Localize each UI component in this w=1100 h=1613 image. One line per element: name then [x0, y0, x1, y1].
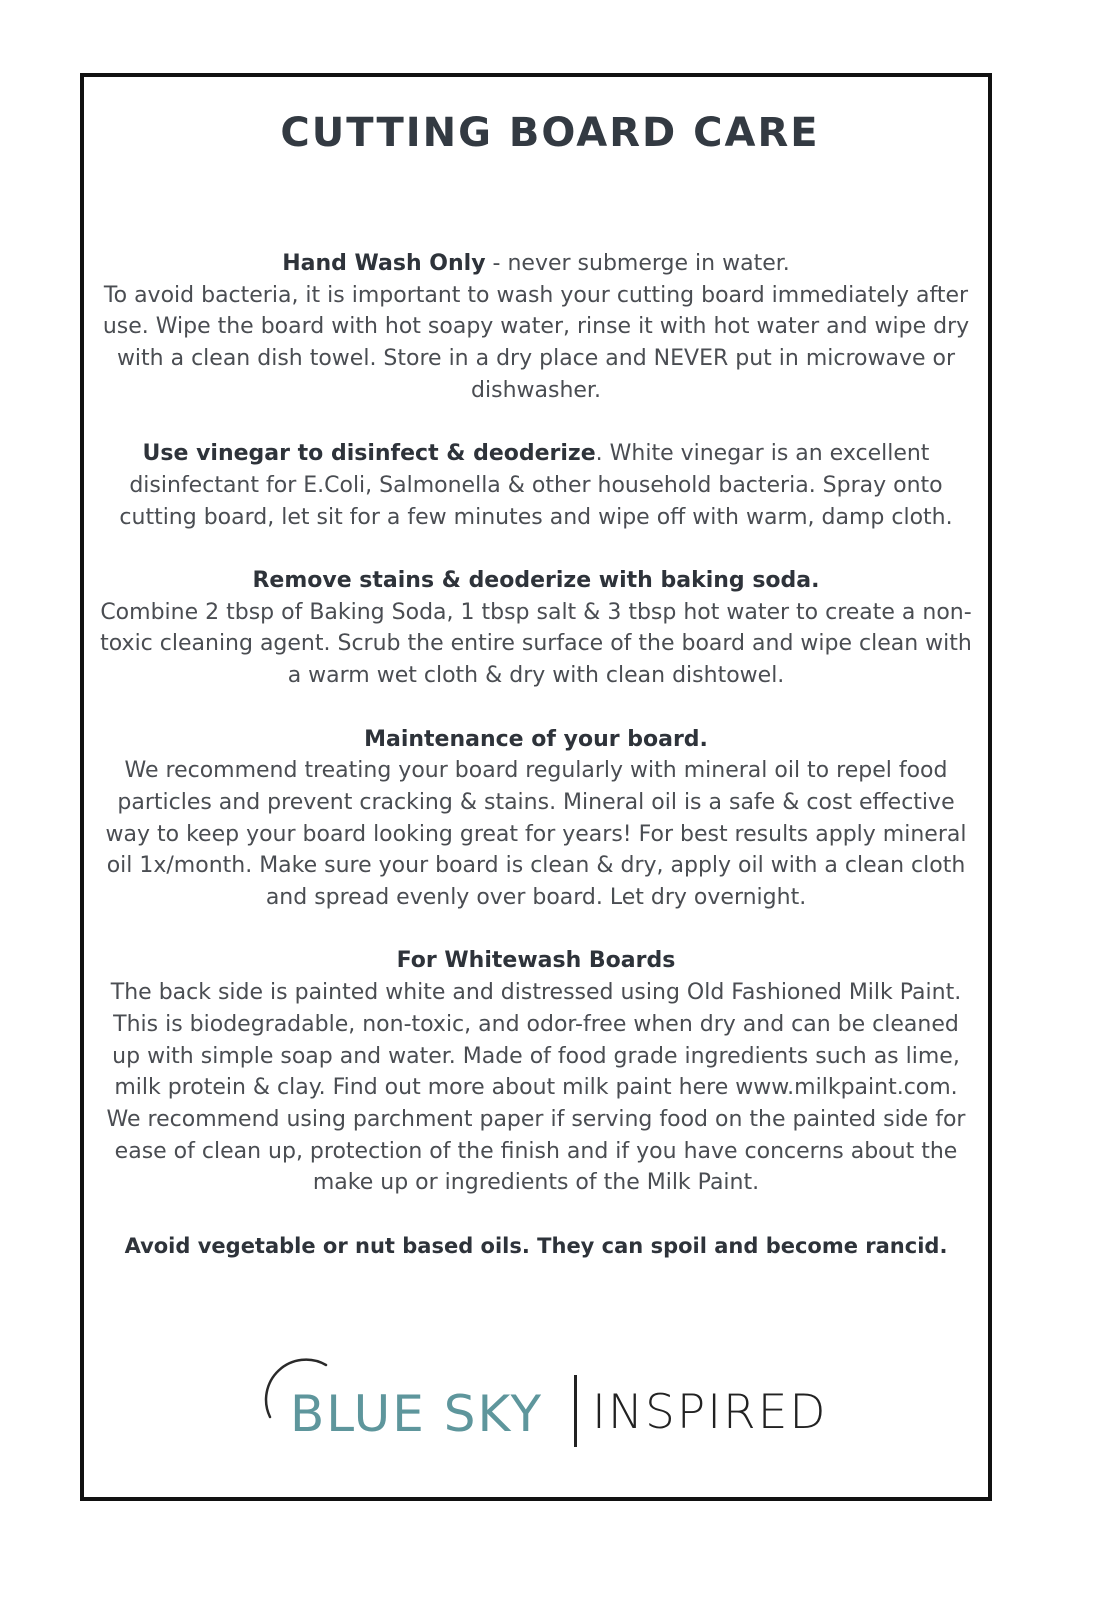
brand-logo — [260, 1355, 828, 1455]
section-heading: For Whitewash Boards — [396, 948, 676, 974]
section-body: We recommend treating your board regularly with mineral oil to repel food particles and prevent cracking & stains. Mineral oil is a safe & cost effective way to keep your board looking great for years! For best results apply mineral oil 1x/month. Make sure your board is clean & dry, apply oil with a clean cloth and spread evenly over board. Let dry overnight. — [105, 758, 967, 911]
closing-warning: Avoid vegetable or nut based oils. They can spoil and become rancid. — [124, 1233, 948, 1258]
page-title: CUTTING BOARD CARE — [280, 110, 820, 156]
section-heading: Remove stains & deoderize with baking soda. — [252, 568, 820, 593]
section-body: Combine 2 tbsp of Baking Soda, 1 tbsp salt & 3 tbsp hot water to create a non-toxic cleaning agent. Scrub the entire surface of the board and wipe clean with a warm wet cloth & dry with clean dishtowel. — [100, 599, 972, 689]
section-vinegar — [100, 438, 972, 533]
section-maintenance — [100, 724, 972, 914]
section-inline-text: . White vinegar is an excellent disinfectant for E.Coli, Salmonella & other household bacteria. Spray onto cutting board, let sit for a few minutes and wipe off with warm, damp cloth. — [119, 441, 953, 530]
section-heading-line — [100, 248, 972, 280]
section-hand-wash — [100, 248, 972, 407]
care-instructions — [100, 248, 972, 1262]
section-body: To avoid bacteria, it is important to wash your cutting board immediately after use. Wipe the board with hot soapy water, rinse it with hot water and wipe dry with a clean dish towel. Store in a dry place and NEVER put in microwave or dishwasher. — [102, 282, 970, 403]
section-body: The back side is painted white and distressed using Old Fashioned Milk Paint. This is biodegradable, non-toxic, and odor-free when dry and can be cleaned up with simple soap and water. Made of food grade ingredients such as lime, milk protein & clay. Find out more about milk paint here www.milkpaint.com. — [110, 980, 962, 1101]
logo-divider — [574, 1375, 577, 1447]
logo-text-blue-sky: BLUE SKY — [290, 1385, 544, 1443]
section-body-secondary: We recommend using parchment paper if serving food on the painted side for ease of clean up, protection of the finish and if you have concerns about the make up or ingredients of the Milk Paint. — [106, 1106, 966, 1196]
section-baking-soda — [100, 565, 972, 692]
section-heading: Hand Wash Only — [282, 251, 486, 276]
section-paragraph — [100, 438, 972, 533]
section-heading: Use vinegar to disinfect & deoderize — [142, 441, 596, 467]
section-whitewash — [100, 945, 972, 1199]
section-inline-text: - never submerge in water. — [485, 251, 790, 276]
section-heading: Maintenance of your board. — [364, 726, 708, 752]
logo-text-inspired: INSPIRED — [592, 1385, 828, 1440]
